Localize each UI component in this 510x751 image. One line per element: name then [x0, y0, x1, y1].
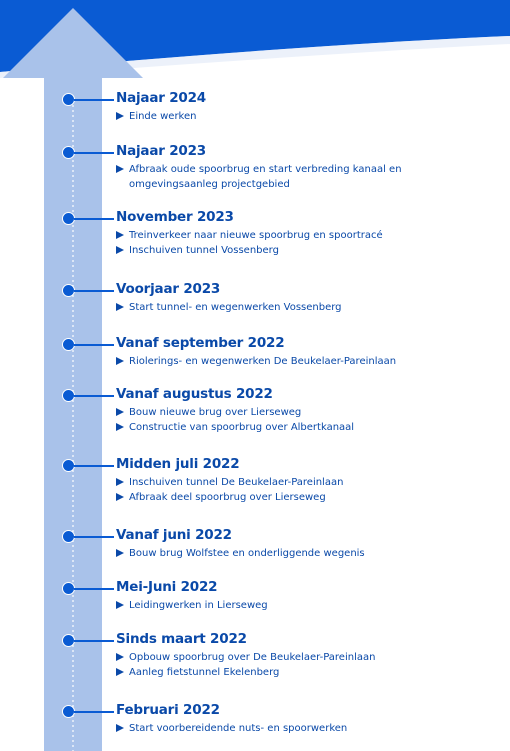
entry-item: Aanleg fietstunnel Ekelenberg: [116, 665, 375, 680]
connector-line: [74, 218, 114, 220]
entry-item: Start voorbereidende nuts- en spoorwerken: [116, 721, 347, 736]
entry-item: Afbraak deel spoorbrug over Lierseweg: [116, 490, 343, 505]
connector-line: [74, 344, 114, 346]
connector-line: [74, 536, 114, 538]
entry-items: [116, 721, 347, 736]
connector-line: [74, 152, 114, 154]
entry-item: Leidingwerken in Lierseweg: [116, 598, 268, 613]
entry-items: [116, 650, 375, 680]
entry-item: Start tunnel- en wegenwerken Vossenberg: [116, 300, 342, 315]
entry-items: [116, 354, 396, 369]
entry-items: [116, 162, 402, 192]
entry-title: Vanaf augustus 2022: [116, 386, 273, 402]
connector-line: [74, 465, 114, 467]
connector-line: [74, 99, 114, 101]
entry-title: Vanaf september 2022: [116, 335, 285, 351]
connector-line: [74, 588, 114, 590]
entry-item: Afbraak oude spoorbrug en start verbreding kanaal en omgevingsaanleg projectgebied: [116, 162, 402, 192]
entry-title: November 2023: [116, 209, 234, 225]
entry-item: Riolerings- en wegenwerken De Beukelaer-Pareinlaan: [116, 354, 396, 369]
entry-items: [116, 405, 354, 435]
entry-title: Sinds maart 2022: [116, 631, 247, 647]
entry-items: [116, 546, 365, 561]
entry-items: [116, 109, 196, 124]
connector-line: [74, 290, 114, 292]
entry-title: Najaar 2024: [116, 90, 206, 106]
entry-item: Inschuiven tunnel De Beukelaer-Pareinlaan: [116, 475, 343, 490]
entry-item: Treinverkeer naar nieuwe spoorbrug en spoortracé: [116, 228, 383, 243]
entry-title: Februari 2022: [116, 702, 220, 718]
entry-title: Voorjaar 2023: [116, 281, 221, 297]
entry-items: [116, 598, 268, 613]
entry-title: Midden juli 2022: [116, 456, 240, 472]
entry-items: [116, 300, 342, 315]
entry-title: Mei-Juni 2022: [116, 579, 218, 595]
entry-item: Bouw nieuwe brug over Lierseweg: [116, 405, 354, 420]
entry-item: Constructie van spoorbrug over Albertkanaal: [116, 420, 354, 435]
entry-item: Opbouw spoorbrug over De Beukelaer-Pareinlaan: [116, 650, 375, 665]
entry-title: Najaar 2023: [116, 143, 206, 159]
connector-line: [74, 640, 114, 642]
entry-title: Vanaf juni 2022: [116, 527, 232, 543]
connector-line: [74, 711, 114, 713]
entry-item: Bouw brug Wolfstee en onderliggende wegenis: [116, 546, 365, 561]
entry-items: [116, 228, 383, 258]
entry-item: Einde werken: [116, 109, 196, 124]
entry-items: [116, 475, 343, 505]
entry-item: Inschuiven tunnel Vossenberg: [116, 243, 383, 258]
connector-line: [74, 395, 114, 397]
